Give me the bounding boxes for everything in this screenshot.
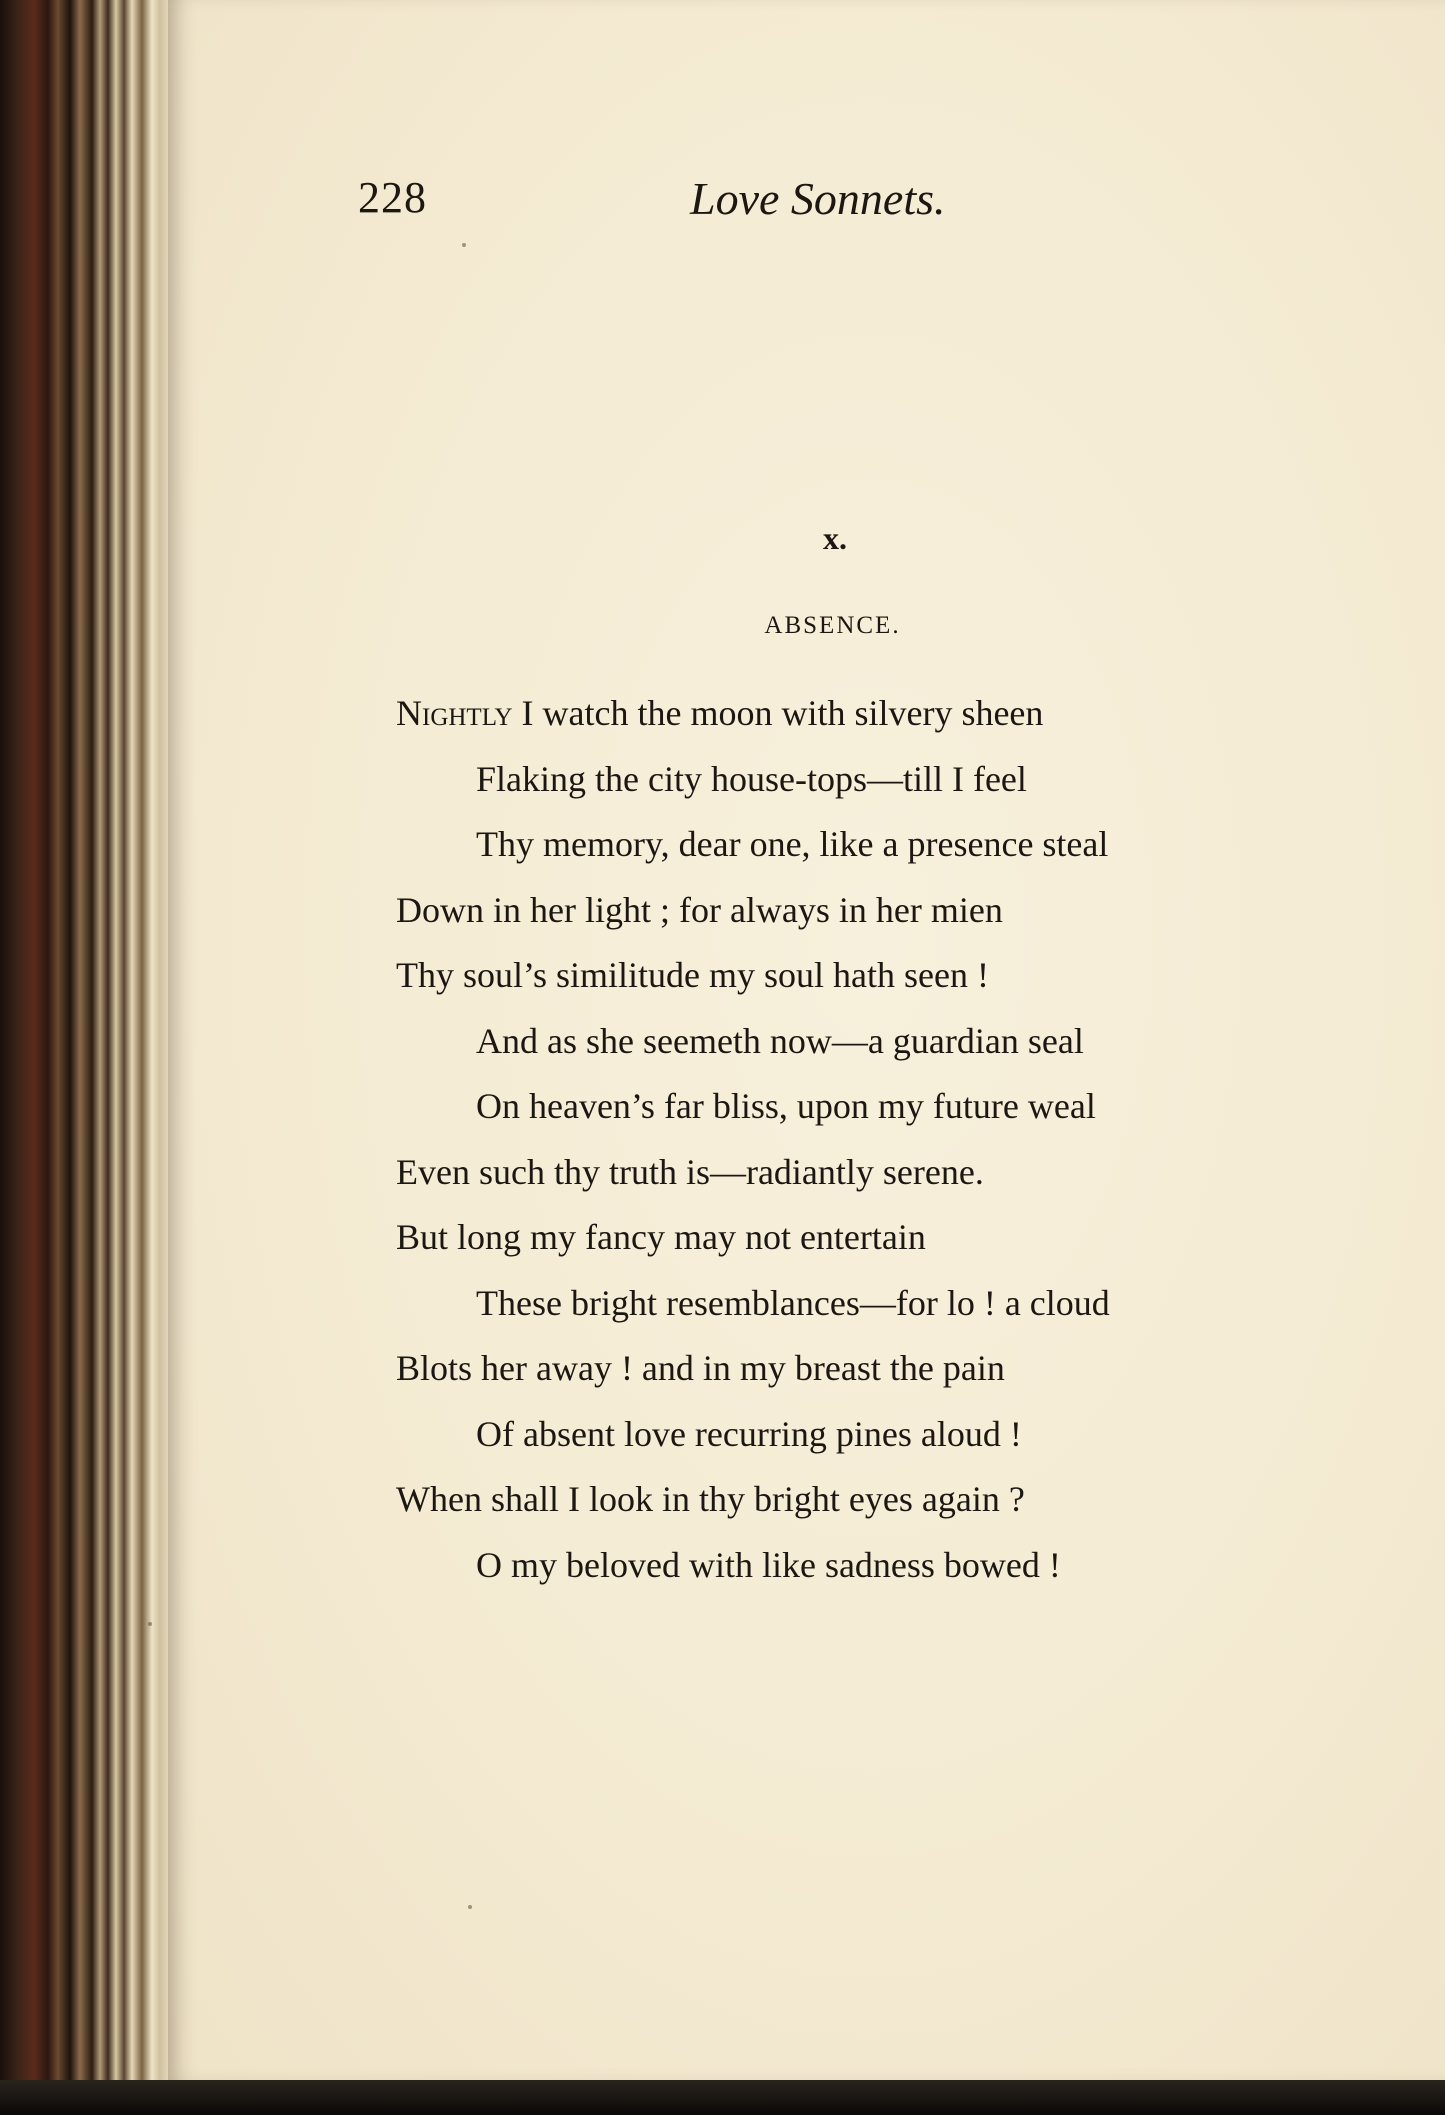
poem-line-text: I watch the moon with silvery sheen (512, 693, 1044, 733)
sonnet-number: x. (823, 520, 847, 556)
poem-line: When shall I look in thy bright eyes again ? (396, 1479, 1025, 1519)
poem-line: On heaven’s far bliss, upon my future weal (476, 1086, 1096, 1126)
paper-speck (468, 1905, 472, 1909)
poem-line: O my beloved with like sadness bowed ! (476, 1544, 1061, 1585)
poem-line: Down in her light ; for always in her mien (396, 889, 1003, 930)
poem-line: Of absent love recurring pines aloud ! (476, 1413, 1022, 1454)
poem-line: And as she seemeth now—a guardian seal (476, 1020, 1084, 1061)
poem-line: Flaking the city house-tops—till I feel (476, 758, 1027, 799)
paper-speck (462, 243, 466, 247)
poem-line: These bright resemblances—for lo ! a cloud (476, 1282, 1110, 1323)
scanner-bottom-edge (0, 2080, 1445, 2115)
poem-line: Even such thy truth is—radiantly serene. (396, 1151, 984, 1192)
poem-first-word: Nightly (396, 693, 513, 733)
poem-line: Thy memory, dear one, like a presence steal (476, 824, 1109, 864)
poem-line: Blots her away ! and in my breast the pain (396, 1348, 1005, 1388)
poem-line (396, 688, 1356, 754)
poem-body (396, 688, 1356, 1605)
poem-line: Thy soul’s similitude my soul hath seen ! (396, 955, 989, 995)
running-header (0, 172, 1445, 232)
paper-speck (148, 1622, 152, 1626)
page-number: 228 (358, 173, 427, 222)
poem-line: But long my fancy may not entertain (396, 1217, 926, 1257)
running-title: Love Sonnets. (690, 173, 946, 224)
book-binding-edge (0, 0, 175, 2085)
poem-title: ABSENCE. (764, 612, 901, 639)
